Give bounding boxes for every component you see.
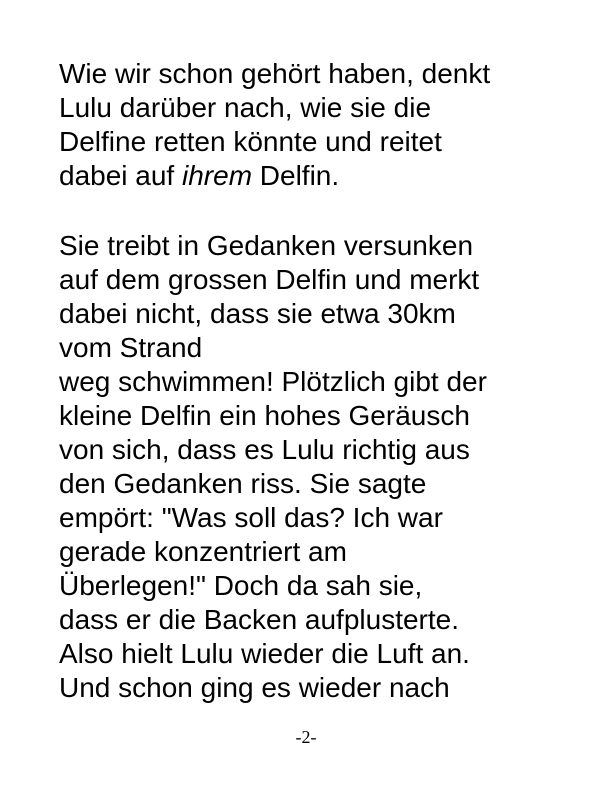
text-line: Delfine retten könnte und reitet (59, 126, 442, 157)
text-segment: Delfin. (252, 160, 340, 191)
text-line: empört: "Was soll das? Ich war (59, 502, 443, 533)
text-line: Also hielt Lulu wieder die Luft an. (59, 638, 470, 669)
text-line: gerade konzentriert am (59, 536, 347, 567)
text-line: Sie treibt in Gedanken versunken (59, 230, 474, 261)
text-line: von sich, dass es Lulu richtig aus (59, 434, 470, 465)
page-number: -2- (295, 727, 317, 747)
text-segment: dabei auf (59, 160, 182, 191)
text-line: Lulu darüber nach, wie sie die (59, 92, 432, 123)
text-line: Überlegen!" Doch da sah sie, (59, 570, 423, 601)
paragraph-1 (59, 57, 579, 193)
emphasized-word: ihrem (182, 160, 253, 191)
text-line (59, 159, 579, 193)
text-line: dabei nicht, dass sie etwa 30km (59, 298, 456, 329)
text-line: dass er die Backen aufplusterte. (59, 604, 460, 635)
text-line: kleine Delfin ein hohes Geräusch (59, 400, 470, 431)
text-line: vom Strand (59, 332, 203, 363)
text-line: Wie wir schon gehört haben, denkt (59, 58, 491, 89)
text-line: Und schon ging es wieder nach (59, 672, 450, 703)
paragraph-2 (59, 229, 579, 705)
text-line: weg schwimmen! Plötzlich gibt der (59, 366, 487, 397)
text-line: auf dem grossen Delfin und merkt (59, 264, 480, 295)
text-line: den Gedanken riss. Sie sagte (59, 468, 427, 499)
